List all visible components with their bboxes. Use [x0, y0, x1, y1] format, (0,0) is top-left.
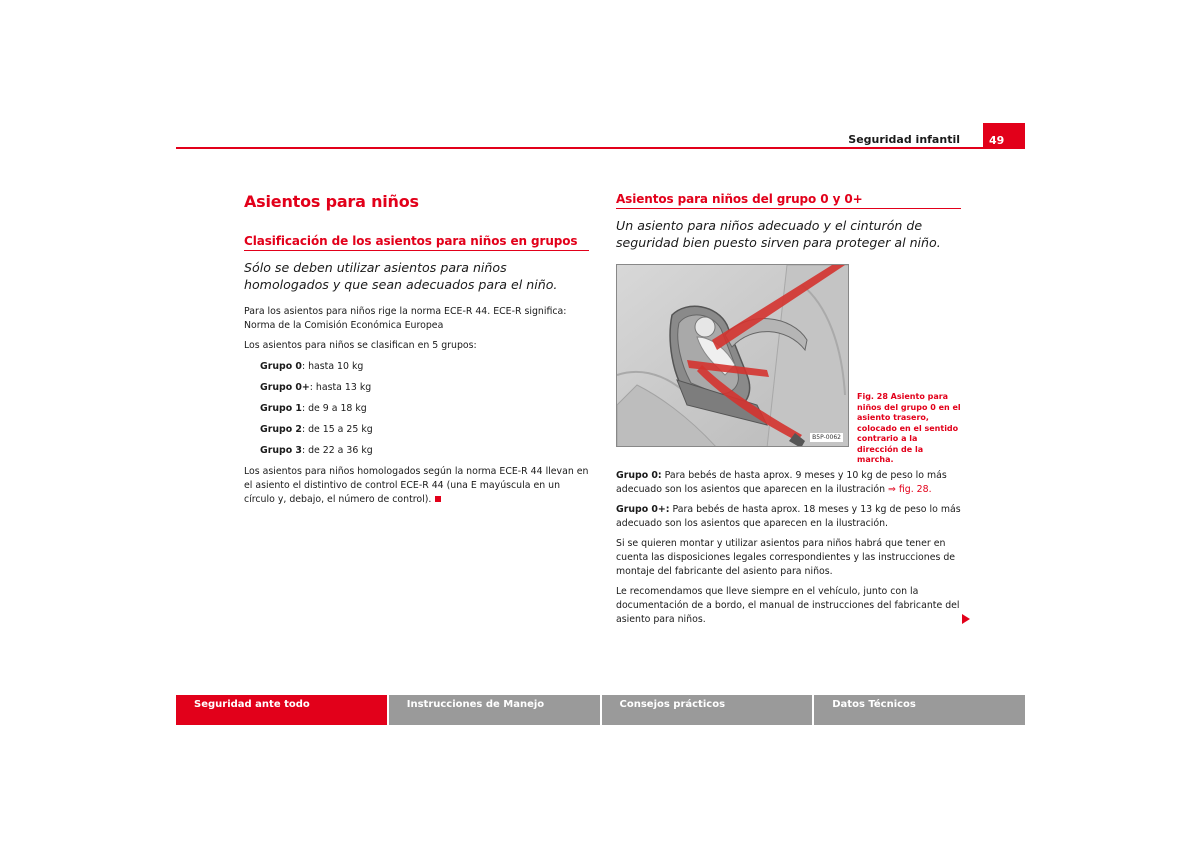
figure-code: B5P-0062 — [812, 434, 841, 441]
paragraph-groups-intro: Los asientos para niños se clasifican en 5 grupos: — [244, 340, 477, 351]
chapter-tab-safety[interactable]: Seguridad ante todo — [176, 695, 389, 725]
right-column — [616, 192, 961, 633]
lead-text-left: Sólo se deben utilizar asientos para niños homologados y que sean adecuados para el niño. — [244, 260, 558, 292]
figure-reference-link[interactable]: ⇒ fig. 28. — [888, 484, 932, 495]
group-value: : hasta 10 kg — [301, 361, 364, 372]
control-mark-text: Los asientos para niños homologados según la norma ECE-R 44 llevan en el asiento el distintivo de control ECE-R 44 (una E mayúscula en un círculo y, debajo, el número de control). — [244, 466, 589, 505]
lead-text-right: Un asiento para niños adecuado y el cinturón de seguridad bien puesto sirven para proteger al niño. — [616, 218, 941, 250]
section-title: Seguridad infantil — [848, 133, 960, 146]
group-name: Grupo 0+ — [260, 382, 310, 393]
group-0-text: Para bebés de hasta aprox. 9 meses y 10 kg de peso lo más adecuado son los asientos que aparecen en la ilustración — [616, 470, 947, 495]
figure-block — [616, 264, 961, 464]
group-item — [260, 423, 589, 437]
paragraph-legal-provisions: Si se quieren montar y utilizar asientos para niños habrá que tener en cuenta las disposiciones legales correspondientes y las instrucciones de montaje del fabricante del asiento para niños. — [616, 538, 956, 577]
paragraph-group-0-plus — [616, 503, 961, 531]
paragraph-ece-norm: Para los asientos para niños rige la norma ECE-R 44. ECE-R significa: Norma de la Comisión Económica Europea — [244, 306, 567, 331]
group-name: Grupo 0 — [260, 361, 302, 372]
page-number: 49 — [983, 123, 1025, 149]
group-item — [260, 444, 589, 458]
paragraph-group-0 — [616, 469, 961, 497]
group-value: : de 22 a 36 kg — [301, 445, 373, 456]
group-value: : de 15 a 25 kg — [301, 424, 373, 435]
group-0-label: Grupo 0: — [616, 470, 662, 481]
paragraph-recommendation: Le recomendamos que lleve siempre en el vehículo, junto con la documentación de a bordo, el manual de instrucciones del fabricante del asiento para niños. — [616, 586, 960, 625]
paragraph-control-mark — [244, 465, 589, 507]
group-name: Grupo 1 — [260, 403, 302, 414]
chapter-nav — [176, 695, 1025, 725]
figure-caption: Fig. 28 Asiento para niños del grupo 0 en el asiento trasero, colocado en el sentido contrario a la dirección de la marcha. — [857, 392, 961, 464]
group-item — [260, 381, 589, 395]
chapter-tab-operating[interactable]: Instrucciones de Manejo — [389, 695, 602, 725]
group-item — [260, 360, 589, 374]
child-seat-illustration — [616, 264, 849, 447]
section-heading-classification: Clasificación de los asientos para niños en grupos — [244, 234, 589, 251]
next-page-arrow-icon[interactable] — [962, 614, 970, 624]
section-heading-group-0: Asientos para niños del grupo 0 y 0+ — [616, 192, 961, 209]
end-of-section-icon — [435, 496, 441, 502]
group-item — [260, 402, 589, 416]
child-seat-drawing — [617, 265, 849, 447]
group-0-plus-label: Grupo 0+: — [616, 504, 670, 515]
header-rule — [176, 147, 1025, 149]
chapter-tab-technical[interactable]: Datos Técnicos — [814, 695, 1025, 725]
group-value: : hasta 13 kg — [309, 382, 372, 393]
group-value: : de 9 a 18 kg — [301, 403, 367, 414]
group-name: Grupo 3 — [260, 445, 302, 456]
page-title: Asientos para niños — [244, 192, 419, 211]
group-name: Grupo 2 — [260, 424, 302, 435]
group-0-plus-text: Para bebés de hasta aprox. 18 meses y 13 kg de peso lo más adecuado son los asientos que aparecen en la ilustración. — [616, 504, 961, 529]
left-column — [244, 192, 589, 513]
chapter-tab-tips[interactable]: Consejos prácticos — [602, 695, 815, 725]
